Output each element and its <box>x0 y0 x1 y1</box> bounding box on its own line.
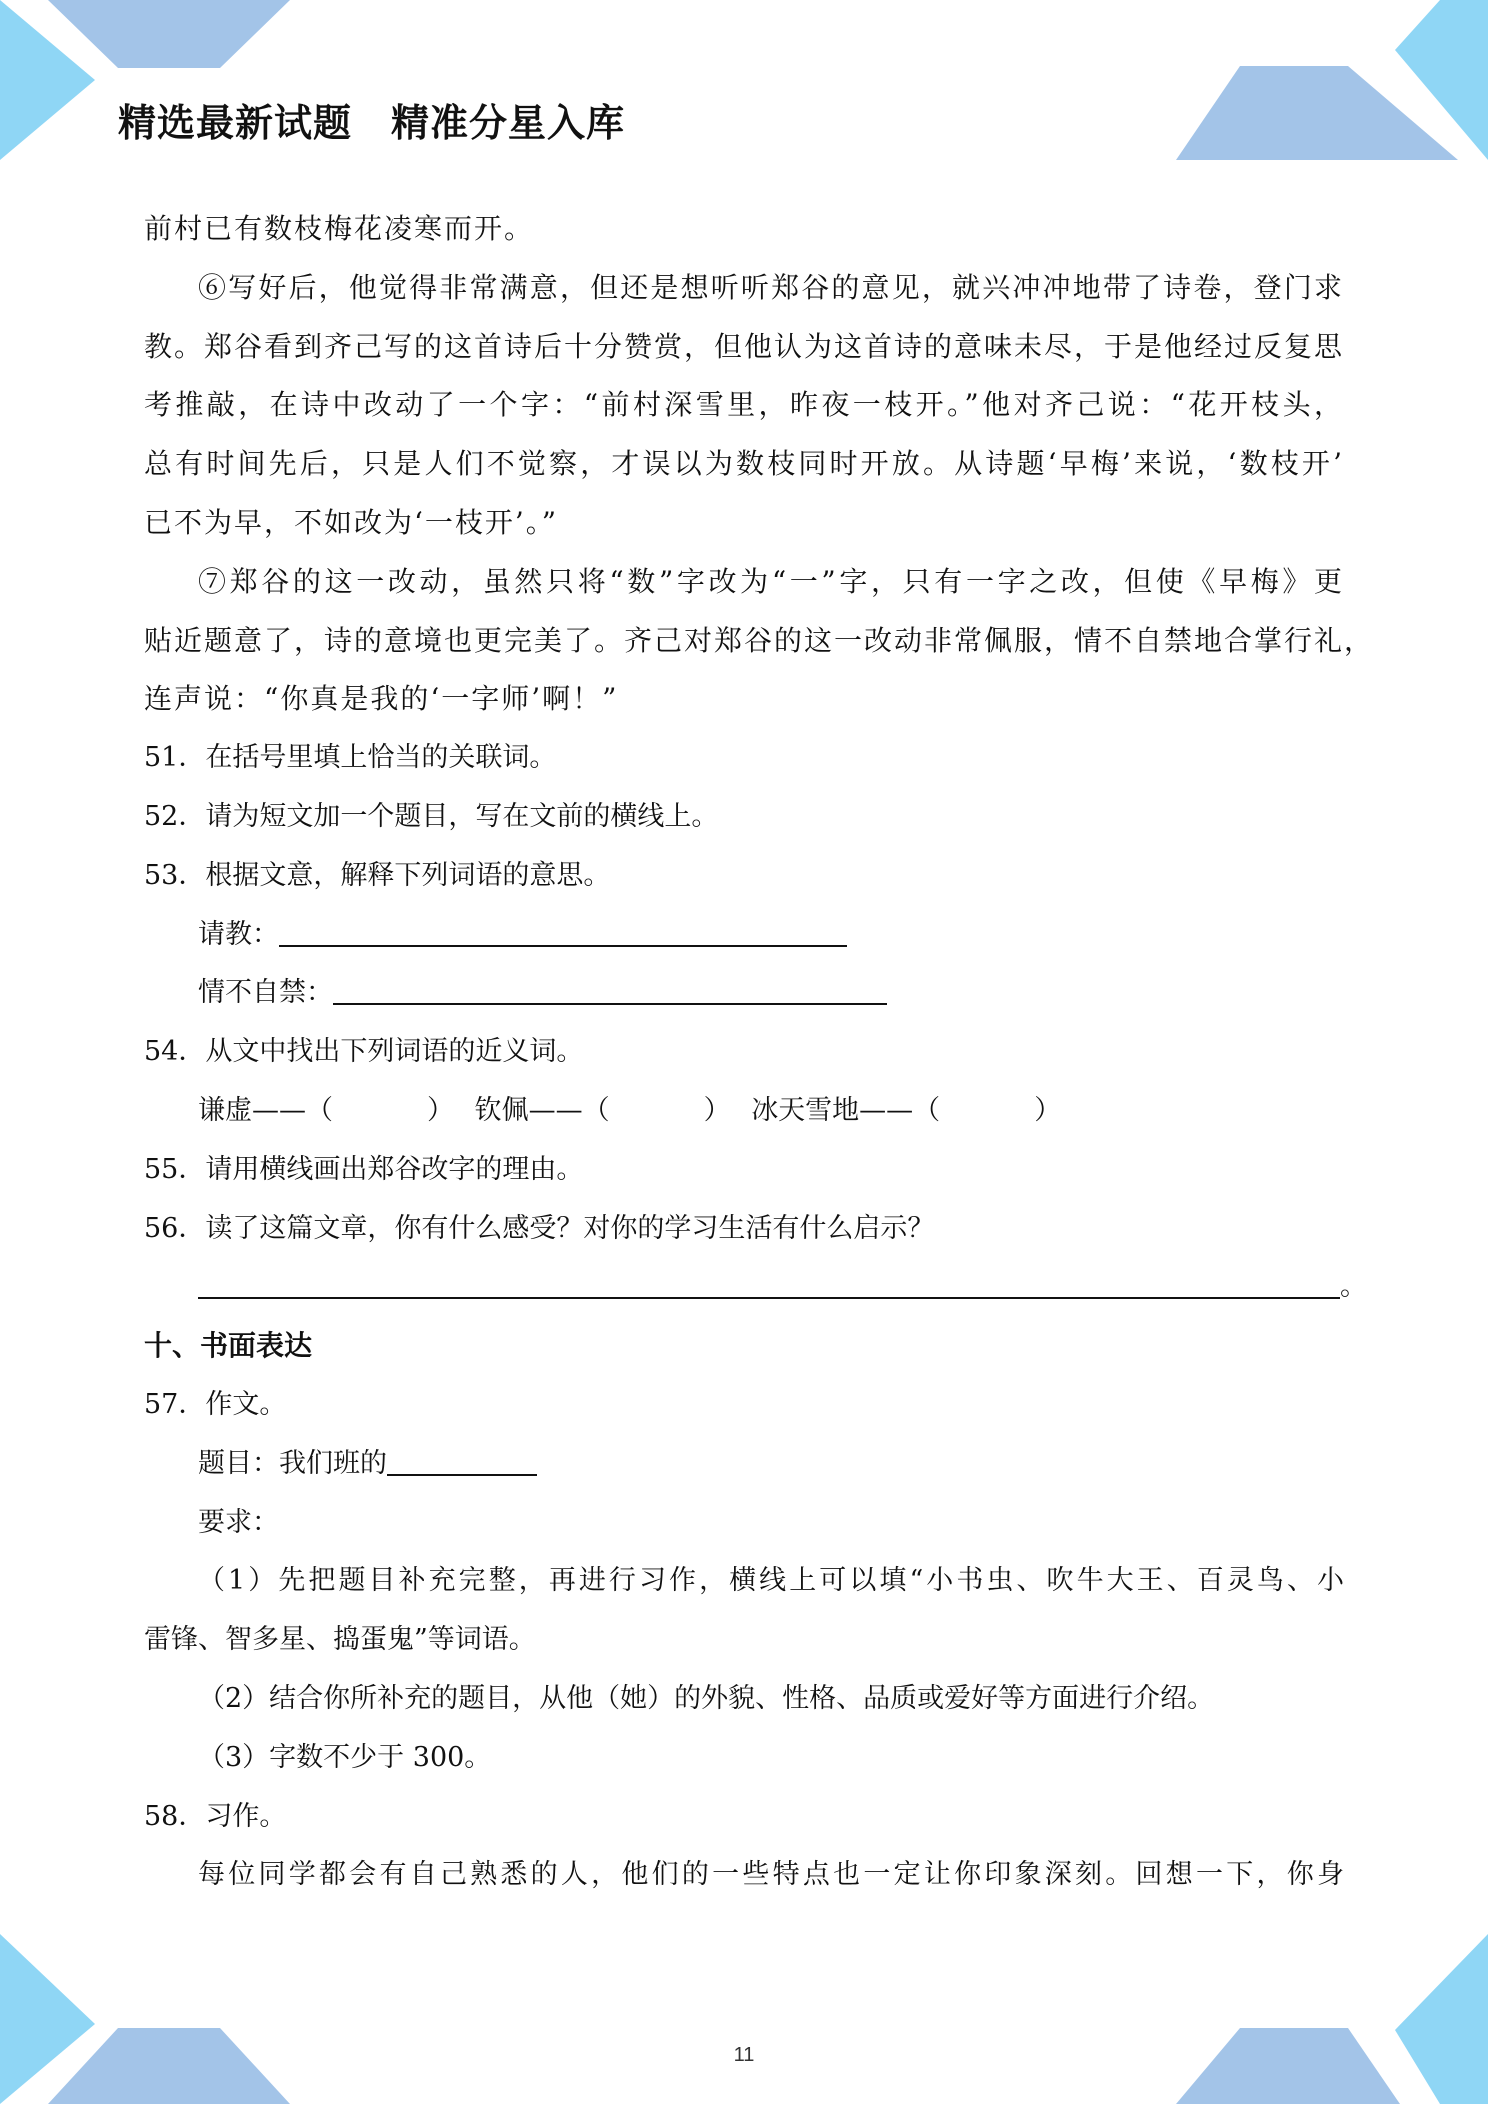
topic-blank[interactable] <box>387 1440 537 1476</box>
passage-line: 连声说：“你真是我的‘一字师’啊！” <box>144 682 619 716</box>
requirement-1-cont: 雷锋、智多星、捣蛋鬼”等词语。 <box>144 1624 536 1656</box>
corner-shape-bottom-right-triangle <box>1395 1934 1488 2104</box>
corner-shape-top-right-trapezoid <box>1176 66 1458 160</box>
answer-blank[interactable] <box>279 911 847 947</box>
question-51: 51．在括号里填上恰当的关联词。 <box>144 742 557 774</box>
answer-blank[interactable] <box>198 1263 1340 1299</box>
question-53-item-qingbuzijin <box>144 964 1344 1023</box>
period-mark: 。 <box>1340 1271 1367 1303</box>
paren-close: ） <box>427 1094 454 1126</box>
question-53-item-qingjiao <box>144 906 1344 965</box>
essay-topic <box>144 1435 1344 1494</box>
passage-line: ⑥写好后，他觉得非常满意，但还是想听听郑谷的意见，就兴冲冲地带了诗卷，登门求 <box>198 270 1344 304</box>
passage-line: 前村已有数枝梅花凌寒而开。 <box>144 212 535 245</box>
topic-label: 题目：我们班的 <box>198 1447 387 1479</box>
question-55: 55．请用横线画出郑谷改字的理由。 <box>144 1153 584 1185</box>
requirements-label: 要求： <box>198 1506 279 1538</box>
passage-line: 考推敲，在诗中改动了一个字：“前村深雪里，昨夜一枝开。”他对齐己说：“花开枝头， <box>144 388 1344 422</box>
question-58-text: 每位同学都会有自己熟悉的人，他们的一些特点也一定让你印象深刻。回想一下，你身 <box>198 1859 1344 1891</box>
term-label: 情不自禁： <box>198 977 333 1009</box>
page-content <box>144 200 1375 1905</box>
passage-line: 贴近题意了，诗的意境也更完美了。齐己对郑谷的这一改动非常佩服，情不自禁地合掌行礼， <box>144 623 1375 657</box>
section-heading: 十、书面表达 <box>144 1329 313 1363</box>
passage-line: ⑦郑谷的这一改动，虽然只将“数”字改为“一”字，只有一字之改，但使《早梅》更 <box>198 564 1344 598</box>
term-label: 请教： <box>198 918 279 950</box>
passage-line: 教。郑谷看到齐己写的这首诗后十分赞赏，但他认为这首诗的意味未尽，于是他经过反复思 <box>144 329 1345 363</box>
paren-close: ） <box>1034 1094 1062 1126</box>
requirement-2: （2）结合你所补充的题目，从他（她）的外貌、性格、品质或爱好等方面进行介绍。 <box>198 1682 1215 1714</box>
page-number: 11 <box>733 2044 755 2066</box>
passage-line: 总有时间先后，只是人们不觉察，才误以为数枝同时开放。从诗题‘早梅’来说，‘数枝开’ <box>144 447 1344 481</box>
synonym-prompt: 谦虚——（ <box>198 1094 333 1126</box>
question-56: 56．读了这篇文章，你有什么感受？对你的学习生活有什么启示？ <box>144 1212 935 1244</box>
question-58: 58．习作。 <box>144 1800 287 1832</box>
passage-line: 已不为早，不如改为‘一枝开’。” <box>144 505 559 539</box>
synonym-prompt: 钦佩——（ <box>474 1094 610 1126</box>
question-57: 57．作文。 <box>144 1388 287 1420</box>
question-56-answer-line <box>144 1258 1367 1317</box>
requirement-1: （1）先把题目补充完整，再进行习作，横线上可以填“小书虫、吹牛大王、百灵鸟、小 <box>198 1565 1344 1597</box>
question-52: 52．请为短文加一个题目，写在文前的横线上。 <box>144 800 719 832</box>
question-54-items <box>144 1082 1344 1141</box>
question-53: 53．根据文意，解释下列词语的意思。 <box>144 859 611 891</box>
requirement-3: （3）字数不少于 300。 <box>198 1741 492 1773</box>
paren-close: ） <box>703 1094 731 1126</box>
answer-blank[interactable] <box>333 969 887 1005</box>
synonym-prompt: 冰天雪地——（ <box>751 1094 941 1126</box>
corner-shape-top-left-trapezoid <box>48 0 290 68</box>
header-title: 精选最新试题 精准分星入库 <box>118 101 626 145</box>
question-54: 54．从文中找出下列词语的近义词。 <box>144 1036 584 1068</box>
